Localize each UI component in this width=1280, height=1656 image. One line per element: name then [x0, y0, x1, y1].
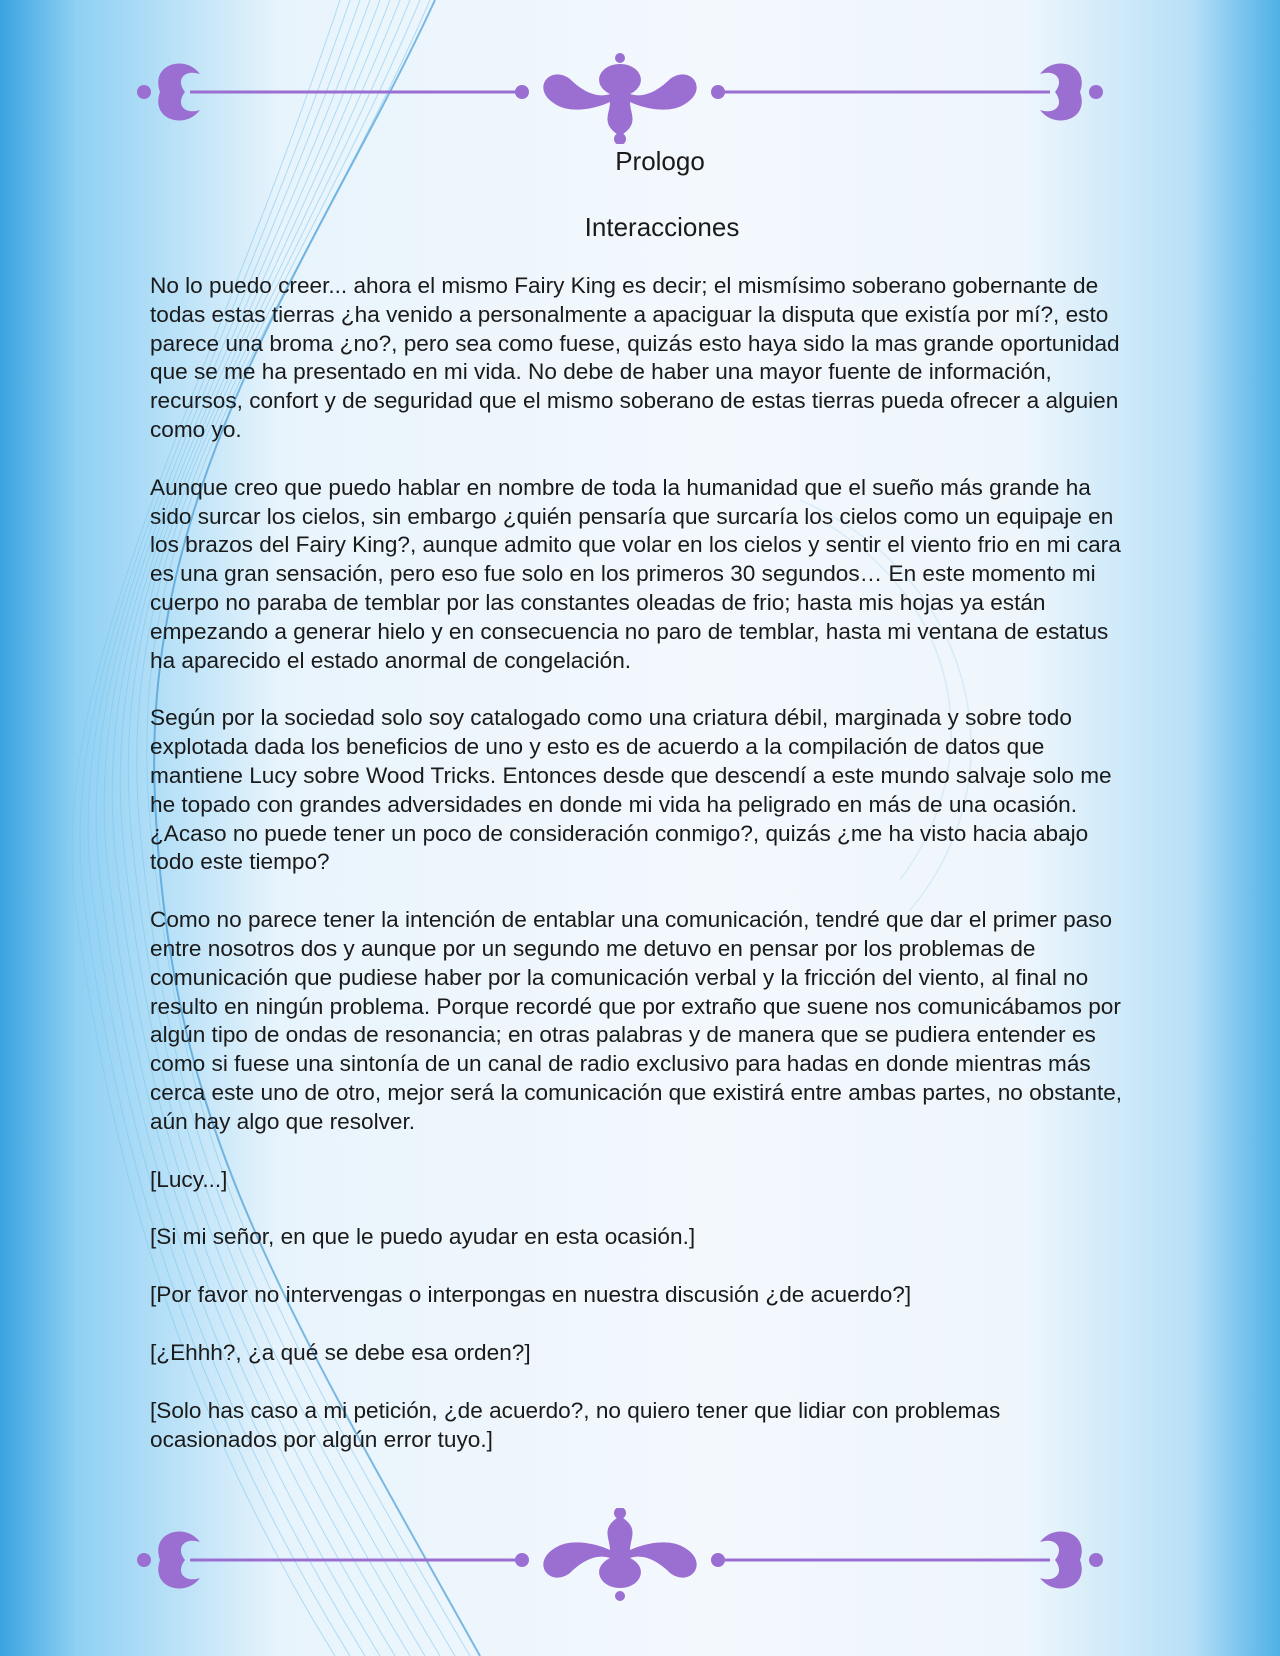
story-text	[150, 272, 1130, 1454]
bottom-ornament	[130, 1508, 1110, 1608]
paragraph: Como no parece tener la intención de entablar una comunicación, tendré que dar el primer paso entre nosotros dos y aunque por un segundo me detuvo en pensar por los problemas de comunicación que pudiese haber por la comunicación verbal y la fricción del viento, al final no resulto en ningún problema. Porque recordé que por extraño que suene nos comunicábamos por algún tipo de ondas de resonancia; en otras palabras y de manera que se pudiera entender es como si fuese una sintonía de un canal de radio exclusivo para hadas en donde mientras más cerca este uno de otro, mejor será la comunicación que existirá entre ambas partes, no obstante, aún hay algo que resolver.	[150, 907, 1123, 1134]
paragraph: Aunque creo que puedo hablar en nombre de toda la humanidad que el sueño más grande ha sido surcar los cielos, sin embargo ¿quién pensaría que surcaría los cielos como un equipaje en los brazos del Fairy King?, aunque admito que volar en los cielos y sentir el viento frio en mi cara es una gran sensación, pero eso fue solo en los primeros 30 segundos… En este momento mi cuerpo no paraba de temblar por las constantes oleadas de frio; hasta mis hojas ya están empezando a generar hielo y en consecuencia no paro de temblar, hasta mi ventana de estatus ha aparecido el estado anormal de congelación.	[150, 474, 1121, 673]
page-title: Prologo	[615, 146, 705, 176]
dialogue-line: [Lucy...]	[150, 1166, 228, 1192]
dialogue-line: [Si mi señor, en que le puedo ayudar en esta ocasión.]	[150, 1224, 696, 1250]
document-body	[150, 146, 1130, 1483]
dialogue-line: [¿Ehhh?, ¿a qué se debe esa orden?]	[150, 1339, 531, 1365]
dialogue-line: [Por favor no intervengas o interpongas en nuestra discusión ¿de acuerdo?]	[150, 1282, 912, 1308]
chapter-subtitle: Interacciones	[584, 212, 740, 242]
top-ornament	[130, 44, 1110, 144]
paragraph: No lo puedo creer... ahora el mismo Fairy King es decir; el mismísimo soberano gobernante de todas estas tierras ¿ha venido a personalmente a apaciguar la disputa que existía por mí?, esto parece una broma ¿no?, pero sea como fuese, quizás esto haya sido la mas grande oportunidad que se me ha presentado en mi vida. No debe de haber una mayor fuente de información, recursos, confort y de seguridad que el mismo soberano de estas tierras pueda ofrecer a alguien como yo.	[150, 273, 1120, 442]
paragraph: Según por la sociedad solo soy catalogado como una criatura débil, marginada y sobre todo explotada dada los beneficios de uno y esto es de acuerdo a la compilación de datos que mantiene Lucy sobre Wood Tricks. Entonces desde que descendí a este mundo salvaje solo me he topado con grandes adversidades en donde mi vida ha peligrado en más de una ocasión. ¿Acaso no puede tener un poco de consideración conmigo?, quizás ¿me ha visto hacia abajo todo este tiempo?	[150, 705, 1112, 875]
dialogue-line: [Solo has caso a mi petición, ¿de acuerdo?, no quiero tener que lidiar con problemas ocasionados por algún error tuyo.]	[150, 1397, 1001, 1452]
